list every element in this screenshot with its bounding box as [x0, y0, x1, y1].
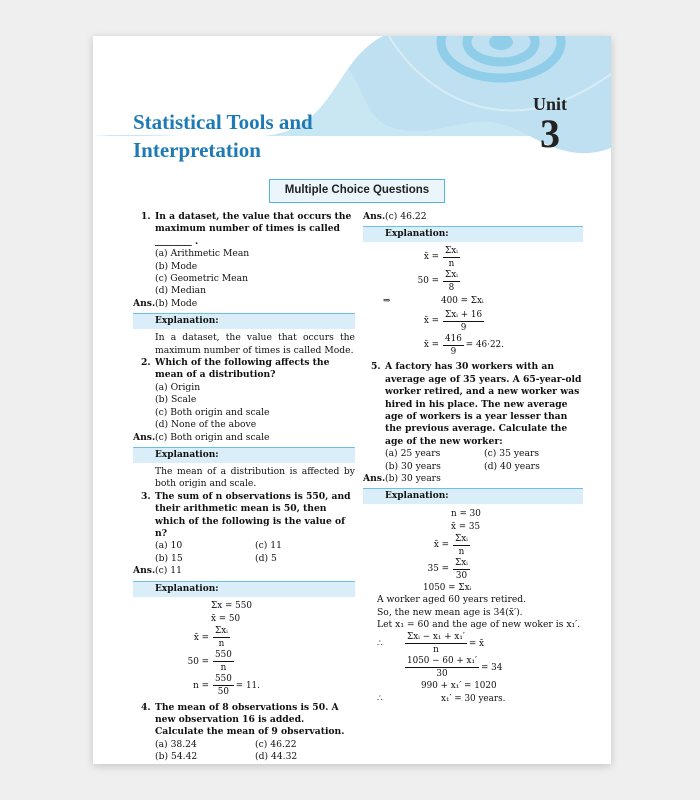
- section-heading: Multiple Choice Questions: [269, 179, 445, 203]
- option: (a) 10: [155, 540, 183, 552]
- question-5: [363, 361, 583, 448]
- numerator: 550: [215, 650, 232, 661]
- option: (d) None of the above: [155, 419, 257, 431]
- option: (a) 25 years: [385, 448, 441, 460]
- explanation-text: A worker aged 60 years retired.: [377, 594, 527, 606]
- chapter-title: [133, 108, 313, 164]
- option: (b) 54.42: [155, 751, 198, 763]
- math-line: 1050 = Σxᵢ: [423, 582, 472, 593]
- option: (a) Arithmetic Mean: [155, 248, 250, 260]
- explanation-heading: Explanation:: [363, 488, 583, 504]
- math-lhs: 50 =: [187, 656, 209, 667]
- answer: [363, 211, 583, 223]
- question-number: 2.: [141, 357, 151, 369]
- explanation-text: The mean of a distribution is affected by both origin and scale.: [155, 465, 355, 490]
- numerator: Σxᵢ: [455, 557, 468, 568]
- explanation-heading: Explanation:: [133, 313, 355, 329]
- denominator: 8: [448, 282, 455, 293]
- denominator: n: [433, 645, 439, 656]
- denominator: 30: [455, 570, 468, 581]
- question-text: A factory has 30 workers with an average age of 35 years. A 65-year-old worker retired, and a new worker was hired in his place. The new average age of workers is a year lesser than the previous average. Calculate the age of the new worker:: [385, 361, 582, 447]
- math-block: [363, 632, 583, 706]
- fraction: [443, 333, 464, 358]
- option: (c) Both origin and scale: [155, 406, 270, 418]
- math-line: x₁′ = 30 years.: [441, 694, 506, 705]
- fraction: [443, 309, 484, 334]
- answer-label: Ans.: [363, 211, 386, 222]
- option: (c) 46.22: [255, 738, 297, 750]
- numerator: Σxᵢ: [445, 245, 458, 256]
- question-4: [133, 702, 355, 739]
- denominator: n: [218, 639, 225, 650]
- answer: [133, 432, 355, 444]
- math-line: x̄ = 50: [211, 614, 241, 625]
- math-rhs: = x̄: [468, 638, 484, 649]
- explanation-text: So, the new mean age is 34(x̄′).: [377, 606, 523, 618]
- option-row: [363, 461, 583, 473]
- answer-label: Ans.: [133, 297, 156, 309]
- answer-text: (b) 30 years: [385, 473, 441, 485]
- math-lhs: x̄ =: [433, 540, 449, 551]
- math-block: [363, 507, 583, 594]
- option-row: [133, 739, 355, 751]
- math-rhs: = 11.: [235, 680, 260, 691]
- option: (b) Scale: [155, 394, 197, 406]
- question-number: 3.: [141, 490, 151, 502]
- math-line: Σx = 550: [211, 601, 252, 612]
- explanation-heading: Explanation:: [133, 581, 355, 597]
- option-row: [133, 540, 355, 552]
- answer-label: Ans.: [363, 473, 386, 485]
- numerator: Σxᵢ: [445, 269, 458, 280]
- right-column: [363, 211, 583, 706]
- option: (a) Origin: [155, 381, 201, 393]
- math-lhs: x̄ =: [423, 252, 439, 263]
- option: (c) 11: [255, 540, 282, 552]
- option: (d) 40 years: [484, 460, 540, 472]
- fraction: [453, 533, 470, 558]
- math-lhs: x̄ =: [193, 632, 209, 643]
- option: (c) 35 years: [484, 448, 540, 460]
- math-lhs: 50 =: [417, 276, 439, 287]
- fraction: [443, 269, 460, 294]
- option-row: [133, 751, 355, 763]
- question-text: The mean of 8 observations is 50. A new observation 16 is added. Calculate the mean of 9 observation.: [155, 701, 345, 738]
- question-1: [133, 211, 355, 248]
- math-line: 400 = Σxᵢ: [441, 296, 484, 307]
- numerator: 550: [215, 674, 232, 685]
- numerator: Σxᵢ: [215, 626, 228, 637]
- answer: [363, 473, 583, 485]
- question-number: 4.: [141, 701, 151, 713]
- math-block: [133, 600, 355, 698]
- unit-word: Unit: [532, 94, 567, 114]
- denominator: n: [458, 546, 465, 557]
- denominator: 9: [450, 346, 457, 357]
- answer: [133, 565, 355, 577]
- answer-text: (b) Mode: [155, 297, 198, 309]
- explanation-heading: Explanation:: [133, 447, 355, 463]
- option: (b) 15: [155, 552, 183, 564]
- question-number: 1.: [141, 211, 151, 222]
- left-column: [133, 211, 355, 764]
- math-block: [363, 245, 583, 357]
- option: (c) Geometric Mean: [155, 273, 249, 285]
- denominator: 30: [436, 669, 448, 680]
- answer-text: (c) 46.22: [385, 211, 427, 222]
- fraction: [405, 655, 479, 680]
- question-2: [133, 357, 355, 382]
- math-line: n = 30: [451, 508, 481, 519]
- numerator: Σxᵢ − x₁ + x₁′: [407, 632, 465, 643]
- denominator: n: [448, 258, 455, 269]
- math-line: 990 + x₁′ = 1020: [421, 681, 497, 692]
- question-text: The sum of n observations is 550, and their arithmetic mean is 50, then which of the following is the value of n?: [155, 490, 351, 539]
- answer: [133, 298, 355, 310]
- therefore-symbol: ∴: [377, 694, 383, 705]
- textbook-page: [93, 36, 611, 764]
- numerator: Σxᵢ: [455, 533, 468, 544]
- explanation-heading: Explanation:: [363, 226, 583, 242]
- answer-text: (c) 11: [155, 565, 182, 577]
- fraction: [213, 625, 230, 650]
- question-text: In a dataset, the value that occurs the maximum number of times is called ________ .: [155, 211, 352, 247]
- unit-number: 3: [539, 111, 560, 156]
- option-row: [133, 553, 355, 565]
- option: (b) 30 years: [385, 460, 441, 472]
- math-rhs: = 46·22.: [465, 340, 504, 351]
- answer-label: Ans.: [133, 565, 156, 577]
- answer-label: Ans.: [133, 431, 156, 443]
- implies-symbol: ⇒: [383, 296, 391, 307]
- fraction: [443, 245, 460, 270]
- option: (b) Mode: [155, 260, 198, 272]
- unit-label: [533, 94, 567, 154]
- denominator: 9: [460, 322, 467, 333]
- question-number: 5.: [371, 361, 381, 373]
- math-line: x̄ = 35: [451, 521, 481, 532]
- fraction: [213, 673, 234, 698]
- option: (a) 38.24: [155, 738, 197, 750]
- chapter-title-line1: Statistical Tools and: [133, 110, 313, 134]
- numerator: 1050 − 60 + x₁′: [407, 656, 477, 667]
- option: (d) Median: [155, 285, 207, 297]
- denominator: 50: [217, 687, 229, 698]
- numerator: 416: [445, 333, 462, 344]
- fraction: [213, 649, 234, 674]
- math-rhs: = 34: [481, 662, 503, 673]
- chapter-title-line2: Interpretation: [133, 138, 261, 162]
- question-text: Which of the following affects the mean of a distribution?: [155, 357, 330, 381]
- explanation-text: Let x₁ = 60 and the age of new woker is x₁′.: [377, 619, 581, 631]
- question-3: [133, 491, 355, 541]
- fraction: [405, 631, 467, 656]
- therefore-symbol: ∴: [377, 638, 383, 649]
- math-lhs: x̄ =: [423, 340, 439, 351]
- math-lhs: x̄ =: [423, 316, 439, 327]
- numerator: Σxᵢ + 16: [445, 309, 483, 320]
- explanation-text: In a dataset, the value that occurs the maximum number of times is called Mode.: [155, 332, 355, 356]
- math-lhs: n =: [193, 680, 209, 691]
- fraction: [453, 557, 470, 582]
- option: (d) 44.32: [255, 751, 298, 763]
- denominator: n: [220, 663, 227, 674]
- math-lhs: 35 =: [427, 564, 449, 575]
- option-row: [363, 448, 583, 460]
- option: (d) 5: [255, 552, 277, 564]
- answer-text: (c) Both origin and scale: [155, 431, 270, 443]
